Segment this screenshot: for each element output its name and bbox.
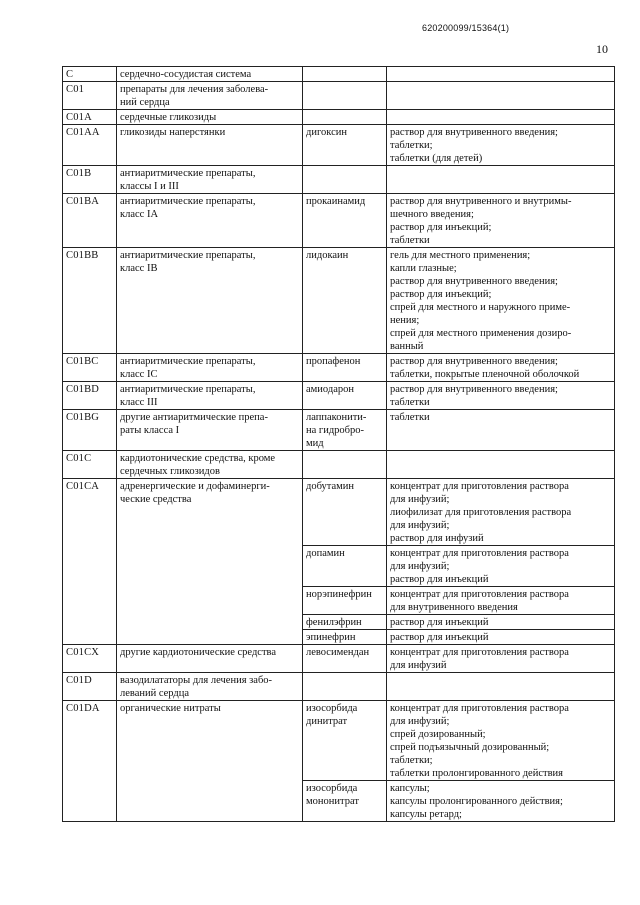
table-body [63, 67, 615, 822]
cell-text-line: спрей для местного применения дозиро- [390, 328, 572, 339]
group-name-cell [117, 354, 303, 382]
dosage-form-cell [387, 67, 615, 82]
cell-text-line: ческие средства [120, 494, 192, 505]
atc-code-cell [63, 382, 117, 410]
group-name-cell [117, 451, 303, 479]
cell-text-line: раствор для внутривенного и внутримы- [390, 196, 572, 207]
group-name-cell [117, 166, 303, 194]
group-name-cell [117, 645, 303, 673]
cell-text-line: антиаритмические препараты, [120, 196, 256, 207]
atc-code-cell [63, 194, 117, 248]
atc-code-cell [63, 701, 117, 822]
cell-text-line: дигоксин [306, 127, 347, 138]
cell-text-line: концентрат для приготовления раствора [390, 548, 569, 559]
cell-text-line: для внутривенного введения [390, 602, 518, 613]
cell-text-line: антиаритмические препараты, [120, 384, 256, 395]
cell-text-line: эпинефрин [306, 632, 356, 643]
cell-text-line: C01CA [66, 481, 100, 492]
dosage-form-cell [387, 166, 615, 194]
cell-text-line: сердечно-сосудистая система [120, 69, 252, 80]
dosage-form-cell [387, 451, 615, 479]
atc-code-cell [63, 673, 117, 701]
cell-text-line: вазодилататоры для лечения забо- [120, 675, 273, 686]
cell-text-line: таблетки [390, 235, 430, 246]
cell-text-line: амиодарон [306, 384, 354, 395]
cell-text-line: C01C [66, 453, 92, 464]
cell-text-line: раствор для инъекций [390, 574, 489, 585]
cell-text-line: капсулы; [390, 783, 430, 794]
cell-text-line: леваний сердца [120, 688, 190, 699]
atc-code-cell [63, 110, 117, 125]
cell-text-line: класс IC [120, 369, 158, 380]
cell-text-line: раствор для внутривенного введения; [390, 356, 558, 367]
table-row [63, 110, 615, 125]
dosage-form-cell [387, 546, 615, 587]
cell-text-line: ний сердца [120, 97, 170, 108]
cell-text-line: таблетки; [390, 755, 433, 766]
drug-name-cell [303, 781, 387, 822]
cell-text-line: нения; [390, 315, 420, 326]
cell-text-line: таблетки, покрытые пленочной оболочкой [390, 369, 580, 380]
cell-text-line: концентрат для приготовления раствора [390, 647, 569, 658]
atc-code-cell [63, 82, 117, 110]
dosage-form-cell [387, 701, 615, 781]
dosage-form-cell [387, 479, 615, 546]
dosage-form-cell [387, 615, 615, 630]
cell-text-line: раты класса I [120, 425, 180, 436]
table-row [63, 701, 615, 781]
cell-text-line: C01BD [66, 384, 100, 395]
dosage-form-cell [387, 194, 615, 248]
dosage-form-cell [387, 110, 615, 125]
cell-text-line: раствор для инъекций [390, 632, 489, 643]
cell-text-line: другие кардиотонические средства [120, 647, 277, 658]
atc-code-cell [63, 354, 117, 382]
document-id: 620200099/15364(1) [422, 23, 510, 33]
table-row [63, 82, 615, 110]
cell-text-line: прокаинамид [306, 196, 366, 207]
cell-text-line: для инфузий; [390, 561, 450, 572]
group-name-cell [117, 125, 303, 166]
cell-text-line: класс IA [120, 209, 159, 220]
drug-name-cell [303, 248, 387, 354]
cell-text-line: C01CX [66, 647, 100, 658]
cell-text-line: другие антиаритмические препа- [120, 412, 268, 423]
table-row [63, 67, 615, 82]
dosage-form-cell [387, 248, 615, 354]
atc-code-cell [63, 125, 117, 166]
cell-text-line: концентрат для приготовления раствора [390, 481, 569, 492]
group-name-cell [117, 673, 303, 701]
cell-text-line: раствор для внутривенного введения; [390, 276, 558, 287]
cell-text-line: C01AA [66, 127, 100, 138]
cell-text-line: мононитрат [306, 796, 359, 807]
drug-name-cell [303, 194, 387, 248]
dosage-form-cell [387, 354, 615, 382]
cell-text-line: C01A [66, 112, 92, 123]
cell-text-line: классы I и III [120, 181, 179, 192]
drug-name-cell [303, 451, 387, 479]
page-number: 10 [596, 42, 608, 56]
group-name-cell [117, 382, 303, 410]
cell-text-line: капсулы ретард; [390, 809, 462, 820]
group-name-cell [117, 110, 303, 125]
cell-text-line: динитрат [306, 716, 348, 727]
atc-code-cell [63, 67, 117, 82]
cell-text-line: концентрат для приготовления раствора [390, 589, 569, 600]
cell-text-line: антиаритмические препараты, [120, 250, 256, 261]
cell-text-line: изосорбида [306, 703, 358, 714]
drug-name-cell [303, 166, 387, 194]
cell-text-line: C01D [66, 675, 92, 686]
table-row [63, 166, 615, 194]
group-name-cell [117, 82, 303, 110]
cell-text-line: спрей для местного и наружного приме- [390, 302, 571, 313]
group-name-cell [117, 194, 303, 248]
cell-text-line: норэпинефрин [306, 589, 372, 600]
cell-text-line: добутамин [306, 481, 355, 492]
cell-text-line: спрей подъязычный дозированный; [390, 742, 550, 753]
drug-name-cell [303, 546, 387, 587]
group-name-cell [117, 701, 303, 822]
drug-name-cell [303, 615, 387, 630]
cell-text-line: на гидробро- [306, 425, 365, 436]
group-name-cell [117, 67, 303, 82]
atc-code-cell [63, 451, 117, 479]
group-name-cell [117, 248, 303, 354]
atc-code-cell [63, 410, 117, 451]
drug-name-cell [303, 645, 387, 673]
dosage-form-cell [387, 587, 615, 615]
dosage-form-cell [387, 410, 615, 451]
atc-code-cell [63, 479, 117, 645]
drug-name-cell [303, 479, 387, 546]
atc-code-cell [63, 248, 117, 354]
cell-text-line: раствор для инфузий [390, 533, 484, 544]
cell-text-line: раствор для инъекций; [390, 222, 492, 233]
cell-text-line: для инфузий [390, 660, 447, 671]
drug-name-cell [303, 382, 387, 410]
cell-text-line: C [66, 69, 74, 80]
table-row [63, 673, 615, 701]
cell-text-line: C01BG [66, 412, 100, 423]
cell-text-line: препараты для лечения заболева- [120, 84, 269, 95]
cell-text-line: капли глазные; [390, 263, 457, 274]
cell-text-line: раствор для инъекций [390, 617, 489, 628]
drug-name-cell [303, 673, 387, 701]
cell-text-line: спрей дозированный; [390, 729, 486, 740]
cell-text-line: C01BC [66, 356, 99, 367]
cell-text-line: изосорбида [306, 783, 358, 794]
cell-text-line: гликозиды наперстянки [120, 127, 226, 138]
cell-text-line: концентрат для приготовления раствора [390, 703, 569, 714]
table-row [63, 382, 615, 410]
atc-code-cell [63, 166, 117, 194]
cell-text-line: гель для местного применения; [390, 250, 531, 261]
drug-name-cell [303, 110, 387, 125]
cell-text-line: шечного введения; [390, 209, 474, 220]
drug-name-cell [303, 410, 387, 451]
cell-text-line: лиофилизат для приготовления раствора [390, 507, 572, 518]
cell-text-line: лаппаконити- [306, 412, 367, 423]
cell-text-line: капсулы пролонгированного действия; [390, 796, 563, 807]
drug-name-cell [303, 67, 387, 82]
cell-text-line: сердечные гликозиды [120, 112, 217, 123]
table-row [63, 451, 615, 479]
drug-name-cell [303, 125, 387, 166]
drug-name-cell [303, 630, 387, 645]
cell-text-line: фенилэфрин [306, 617, 362, 628]
drug-name-cell [303, 354, 387, 382]
cell-text-line: таблетки пролонгированного действия [390, 768, 563, 779]
cell-text-line: органические нитраты [120, 703, 221, 714]
cell-text-line: допамин [306, 548, 345, 559]
drug-name-cell [303, 82, 387, 110]
cell-text-line: для инфузий; [390, 520, 450, 531]
table-row [63, 125, 615, 166]
drug-name-cell [303, 587, 387, 615]
dosage-form-cell [387, 673, 615, 701]
cell-text-line: антиаритмические препараты, [120, 356, 256, 367]
cell-text-line: адренергические и дофаминерги- [120, 481, 270, 492]
cell-text-line: C01BB [66, 250, 99, 261]
cell-text-line: C01BA [66, 196, 100, 207]
table-row [63, 645, 615, 673]
dosage-form-cell [387, 645, 615, 673]
dosage-form-cell [387, 781, 615, 822]
cell-text-line: лидокаин [306, 250, 349, 261]
cell-text-line: раствор для внутривенного введения; [390, 127, 558, 138]
cell-text-line: таблетки [390, 397, 430, 408]
cell-text-line: раствор для внутривенного введения; [390, 384, 558, 395]
cell-text-line: раствор для инъекций; [390, 289, 492, 300]
group-name-cell [117, 479, 303, 645]
cell-text-line: сердечных гликозидов [120, 466, 220, 477]
cell-text-line: мид [306, 438, 324, 449]
cell-text-line: таблетки (для детей) [390, 153, 483, 164]
cell-text-line: кардиотонические средства, кроме [120, 453, 276, 464]
drug-classification-table [62, 66, 615, 822]
table-row [63, 248, 615, 354]
table-row [63, 410, 615, 451]
table-row [63, 194, 615, 248]
group-name-cell [117, 410, 303, 451]
dosage-form-cell [387, 125, 615, 166]
cell-text-line: таблетки [390, 412, 430, 423]
cell-text-line: пропафенон [306, 356, 361, 367]
table-row [63, 354, 615, 382]
atc-code-cell [63, 645, 117, 673]
cell-text-line: C01DA [66, 703, 100, 714]
cell-text-line: таблетки; [390, 140, 433, 151]
cell-text-line: C01B [66, 168, 92, 179]
dosage-form-cell [387, 630, 615, 645]
cell-text-line: C01 [66, 84, 85, 95]
cell-text-line: ванный [390, 341, 424, 352]
cell-text-line: класс IB [120, 263, 158, 274]
dosage-form-cell [387, 382, 615, 410]
cell-text-line: класс III [120, 397, 158, 408]
table-row [63, 479, 615, 546]
drug-name-cell [303, 701, 387, 781]
cell-text-line: левосимендан [306, 647, 370, 658]
cell-text-line: для инфузий; [390, 494, 450, 505]
dosage-form-cell [387, 82, 615, 110]
cell-text-line: антиаритмические препараты, [120, 168, 256, 179]
cell-text-line: для инфузий; [390, 716, 450, 727]
